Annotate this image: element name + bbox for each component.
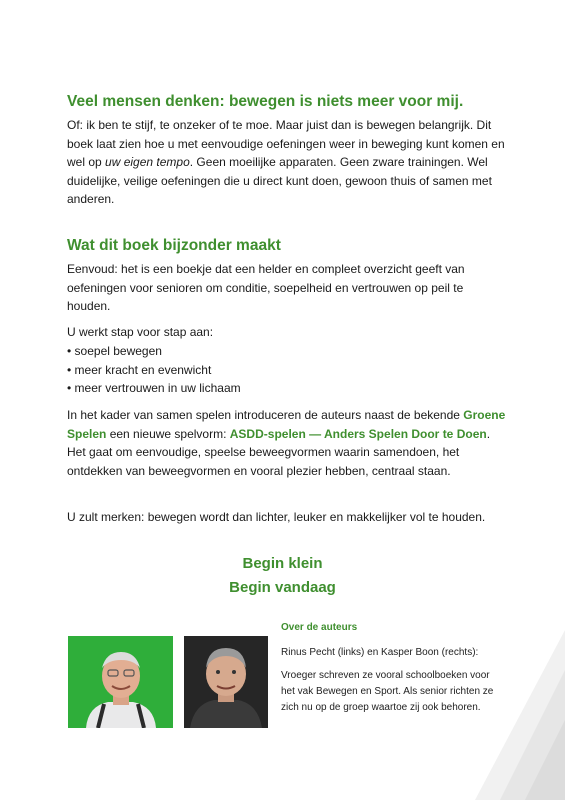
list-item: • soepel bewegen <box>67 342 507 361</box>
games-text-3: . Het gaat om eenvoudige, speelse beweegvormen waarin samendoen, het ontdekken van beweegvormen en vooral plezier hebben, centraal staan. <box>67 426 491 478</box>
corner-watermark-icon <box>455 600 565 800</box>
author-photo-left <box>68 636 173 728</box>
list-item: • meer kracht en evenwicht <box>67 361 507 380</box>
asdd-spelen-term: ASDD-spelen — Anders Spelen Door te Doen <box>229 426 487 441</box>
intro-emphasis: uw eigen tempo <box>105 155 190 170</box>
authors-title: Over de auteurs <box>281 622 358 633</box>
heading-intro: Veel mensen denken: bewegen is niets meer voor mij. <box>67 93 464 110</box>
games-paragraph <box>67 406 507 480</box>
list-intro: U werkt stap voor stap aan: <box>67 325 214 339</box>
games-text-1: In het kader van samen spelen introduceren de auteurs naast de bekende <box>67 408 464 422</box>
games-text-2: een nieuwe spelvorm: <box>106 426 230 441</box>
intro-paragraph <box>67 116 507 209</box>
cta-line-1: Begin klein <box>242 555 323 572</box>
intro-text-1: Of: ik ben te stijf, te onzeker of te moe. Maar juist dan is bewegen belangrijk. Dit boek laat zien hoe u met eenvoudige oefeningen weer in beweging kunt komen en wel op <box>67 118 505 170</box>
authors-names: Rinus Pecht (links) en Kasper Boon (rechts): <box>281 647 479 658</box>
list-item: • meer vertrouwen in uw lichaam <box>67 379 507 398</box>
cta-line-2: Begin vandaag <box>229 579 336 596</box>
intro-text-2: . Geen moeilijke apparaten. Geen zware trainingen. Wel duidelijke, veilige oefeningen die u direct kunt doen, gewoon thuis of samen met anderen. <box>67 155 492 207</box>
benefit-list <box>67 342 507 398</box>
heading-special: Wat dit boek bijzonder maakt <box>67 237 281 254</box>
groene-spelen-term: Groene Spelen <box>67 408 506 441</box>
authors-bio: Vroeger schreven ze vooral schoolboeken voor het vak Bewegen en Sport. Als senior richten ze zich nu op de groep waartoe zij ook behoren. <box>281 670 494 713</box>
closing-paragraph: U zult merken: bewegen wordt dan lichter, leuker en makkelijker vol te houden. <box>67 510 486 524</box>
simplicity-paragraph: Eenvoud: het is een boekje dat een helder en compleet overzicht geeft van oefeningen voor senioren om conditie, soepelheid en vertrouwen op peil te houden. <box>67 262 465 314</box>
author-photo-right <box>184 636 268 728</box>
